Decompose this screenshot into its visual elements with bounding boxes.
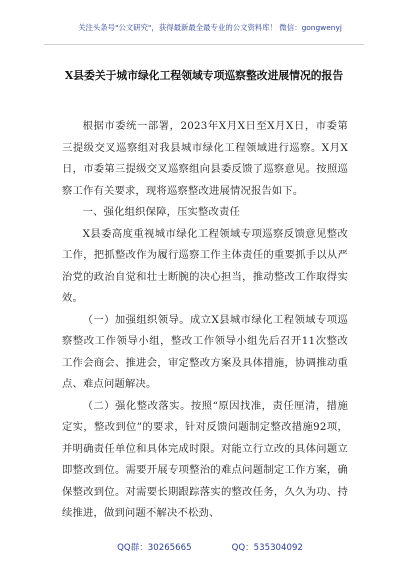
footer-qq-group: QQ群：30265665 bbox=[117, 543, 192, 553]
section-heading-1: 一、强化组织保障，压实整改责任 bbox=[82, 206, 241, 218]
document-body bbox=[62, 116, 348, 525]
paragraph-item-2: （二）强化整改落实。按照“原因找准，责任厘清，措施定实，整改到位”的要求，针对反馈问题制定整改措施92项，并明确责任单位和具体完成时限。对能立行立改的具体问题立即整改到位。需要开展专项整治的难点问题制定工作方案，确保整改到位。对需要长期跟踪落实的整改任务，久久为功、持续推进，做到问题不解决不松劲、 bbox=[62, 399, 348, 519]
paragraph-item-1: （一）加强组织领导。成立X县城市绿化工程领域专项巡察整改工作领导小组，整改工作领导小组先后召开11次整改工作会商会、推进会，审定整改方案及具体措施，协调推动重点、难点问题解决。 bbox=[62, 313, 348, 390]
paragraph-section-1: X县委高度重视城市绿化工程领域专项巡察反馈意见整改工作，把抓整改作为履行巡察工作主体责任的重要抓手以从严治党的政治自觉和壮士断腕的决心担当，推动整改工作取得实效。 bbox=[62, 227, 348, 304]
footer-qq: QQ：535304092 bbox=[231, 543, 303, 553]
document-title: X县委关于城市绿化工程领域专项巡察整改进展情况的报告 bbox=[64, 69, 344, 82]
header-divider bbox=[44, 44, 364, 45]
footer-contact bbox=[80, 541, 340, 553]
paragraph-intro: 根据市委统一部署，2023年X月X日至X月X日，市委第三提级交叉巡察组对我县城市绿化工程领域进行巡察。X月X日，市委第三提级交叉巡察组向县委反馈了巡察意见。按照巡察工作有关要求，现将巡察整改进展情况报告如下。 bbox=[62, 120, 348, 197]
header-notice: 关注头条号"公文研究"，获得最新最全最专业的公文资料库！ 微信：gongwenyj bbox=[78, 23, 342, 32]
